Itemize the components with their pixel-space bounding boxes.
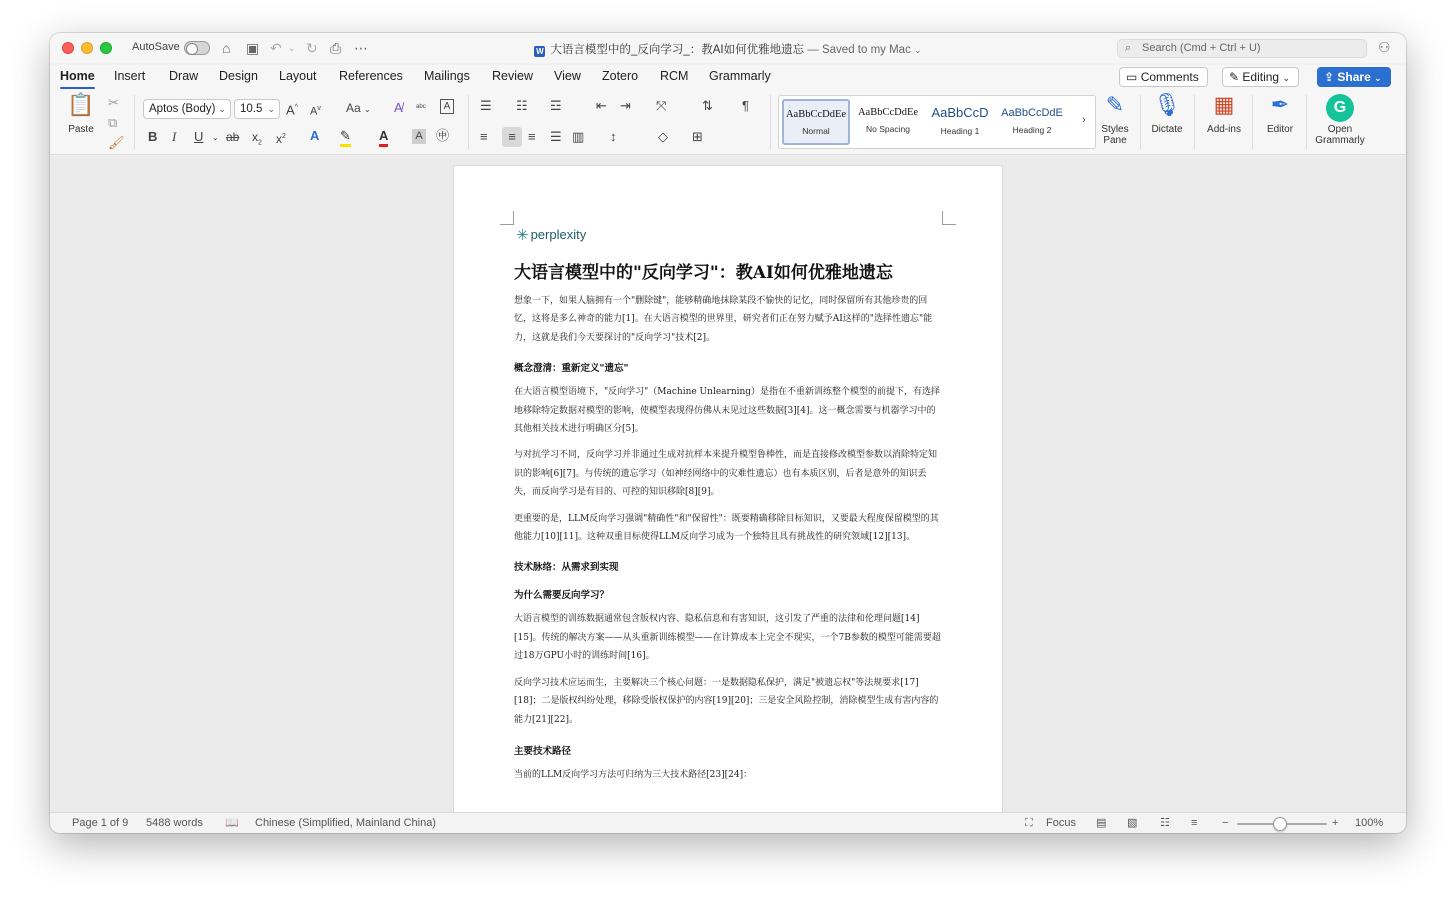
document-heading: 大语言模型中的"反向学习"：教AI如何优雅地遗忘 xyxy=(514,263,893,283)
tab-review[interactable]: Review xyxy=(492,69,533,83)
paragraph: 更重要的是，LLM反向学习强调"精确性"和"保留性"：既要精确移除目标知识，又要最大程度保留模型的其他能力[10][11]。这种双重目标使得LLM反向学习成为一个独特且具有挑战性的研究领域[12][13]。 xyxy=(514,513,939,543)
divider xyxy=(468,95,469,149)
save-icon[interactable]: ▣ xyxy=(246,40,260,56)
document-filename: 大语言模型中的_反向学习_：教AI如何优雅地遗忘 xyxy=(550,44,805,56)
web-layout-icon[interactable]: ▧ xyxy=(1127,817,1138,829)
tab-references[interactable]: References xyxy=(339,69,403,83)
section-heading: 概念澄清：重新定义"遗忘" xyxy=(514,363,629,375)
clipboard-icon: 📋 xyxy=(67,92,95,117)
document-page[interactable] xyxy=(454,166,1002,812)
zoom-slider-thumb[interactable] xyxy=(1273,817,1287,831)
copy-icon[interactable]: ⧉ xyxy=(108,115,118,130)
share-button[interactable] xyxy=(1317,67,1391,87)
chevron-down-icon: ⌄ xyxy=(218,104,226,114)
style-sample: AaBbCcDdEe xyxy=(857,107,919,118)
style-name: Heading 1 xyxy=(940,126,980,136)
divider xyxy=(1252,95,1253,149)
zoom-out-button[interactable]: − xyxy=(1222,817,1229,829)
title-bar xyxy=(50,33,1406,63)
page-count[interactable]: Page 1 of 9 xyxy=(72,817,129,829)
decrease-indent-icon[interactable]: ⇤ xyxy=(596,98,607,113)
outline-view-icon[interactable]: ☷ xyxy=(1160,817,1170,829)
print-icon[interactable]: ⎙ xyxy=(330,40,342,56)
paste-button[interactable] xyxy=(64,91,98,135)
editing-label: Editing xyxy=(1242,70,1280,84)
share-icon: ⇪ xyxy=(1324,70,1335,84)
font-size-select[interactable] xyxy=(234,99,280,119)
redo-icon[interactable]: ↻ xyxy=(306,40,318,56)
character-border-icon[interactable]: A xyxy=(440,99,454,114)
style-heading-1[interactable] xyxy=(926,99,994,145)
align-right-icon[interactable]: ≡ xyxy=(528,129,536,144)
paragraph: 反向学习技术应运而生，主要解决三个核心问题：一是数据隐私保护，满足"被遗忘权"等法规要求[17][18]；二是版权纠纷处理，移除受版权保护的内容[19][20]；三是安全风险控制，消除模型生成有害内容的能力[21][22]。 xyxy=(514,677,939,725)
line-spacing-icon[interactable]: ↕ xyxy=(610,129,617,144)
style-normal[interactable] xyxy=(782,99,850,145)
zoom-level[interactable]: 100% xyxy=(1355,817,1384,829)
grammarly-icon: G xyxy=(1312,91,1368,119)
word-count[interactable]: 5488 words xyxy=(146,817,203,829)
style-no-spacing[interactable] xyxy=(854,99,922,145)
shrink-font-icon[interactable]: $A^v$ xyxy=(310,105,321,118)
home-icon[interactable]: ⌂ xyxy=(222,40,231,56)
bullets-icon[interactable]: ☰ xyxy=(480,98,492,113)
focus-label[interactable]: Focus xyxy=(1046,817,1076,829)
add-ins-icon: ▦ xyxy=(1213,92,1235,117)
proofing-icon[interactable]: 📖 xyxy=(225,817,239,829)
borders-icon[interactable]: ⊞ xyxy=(692,129,703,144)
section-heading: 技术脉络：从需求到实现 xyxy=(514,562,619,574)
search-input[interactable] xyxy=(1117,39,1367,58)
styles-pane-button[interactable] xyxy=(1098,91,1132,146)
style-sample: AaBbCcDdE xyxy=(1001,107,1063,119)
font-name-value: Aptos (Body) xyxy=(149,103,216,115)
paste-label: Paste xyxy=(68,124,94,135)
dictate-label: Dictate xyxy=(1151,124,1183,135)
crop-mark xyxy=(942,211,956,225)
microphone-icon: 🎙 xyxy=(1153,92,1181,117)
tab-grammarly[interactable]: Grammarly xyxy=(709,69,771,83)
align-center-icon[interactable]: ≡ xyxy=(502,127,522,147)
home-ribbon xyxy=(50,89,1406,155)
divider xyxy=(770,95,771,149)
paragraph: 与对抗学习不同，反向学习并非通过生成对抗样本来提升模型鲁棒性，而是直接修改模型参数以消除特定知识的影响[6][7]。与传统的遗忘学习（如神经网络中的灾难性遗忘）也有本质区别，后者是意外的知识丢失，而反向学习是有目的、可控的知识移除[8][9]。 xyxy=(514,450,938,498)
word-doc-icon: W xyxy=(536,47,544,56)
style-name: Normal xyxy=(802,126,830,136)
divider xyxy=(134,95,135,149)
more-icon[interactable]: ⋯ xyxy=(354,40,368,56)
distributed-icon[interactable]: ▥ xyxy=(572,129,585,144)
enclose-characters-icon[interactable]: ㊥ xyxy=(436,128,450,143)
editor-label: Editor xyxy=(1266,124,1294,135)
add-ins-button[interactable] xyxy=(1202,91,1246,135)
chevron-down-icon: ⌄ xyxy=(1374,73,1382,83)
grow-font-icon[interactable]: A^ xyxy=(286,102,298,118)
tab-view[interactable]: View xyxy=(554,69,581,83)
underline-button[interactable]: U xyxy=(194,129,204,144)
style-sample: AaBbCcDdEe xyxy=(785,109,847,120)
strikethrough-button[interactable]: ab xyxy=(226,130,240,144)
autosave-label: AutoSave xyxy=(132,41,180,53)
clear-formatting-icon[interactable]: A̸ xyxy=(394,100,403,115)
save-status: — Saved to my Mac xyxy=(807,44,911,56)
subsection-heading: 为什么需要反向学习？ xyxy=(514,590,610,602)
focus-icon[interactable]: ⛶ xyxy=(1025,817,1033,829)
shading-icon[interactable]: ◇ xyxy=(658,129,668,144)
change-case-label: Aa xyxy=(346,101,361,115)
text-effects-icon[interactable]: A xyxy=(310,128,320,143)
chevron-down-icon[interactable]: ⌄ xyxy=(212,133,219,142)
editor-button[interactable] xyxy=(1260,91,1300,135)
document-body[interactable] xyxy=(514,258,942,792)
perplexity-logo xyxy=(516,226,586,244)
status-bar xyxy=(50,812,1406,833)
tab-zotero[interactable]: Zotero xyxy=(602,69,639,83)
italic-button[interactable]: I xyxy=(172,129,177,144)
pencil-icon: ✎ xyxy=(1229,70,1240,84)
align-left-icon[interactable]: ≡ xyxy=(480,129,488,144)
show-formatting-icon[interactable]: ¶ xyxy=(742,98,749,113)
styles-gallery xyxy=(778,95,1096,149)
share-label: Share xyxy=(1337,70,1371,84)
phonetic-guide-icon[interactable]: ᵃᵇᶜ xyxy=(416,102,426,112)
subsection-heading: 主要技术路径 xyxy=(514,745,572,757)
superscript-button[interactable]: $x^2$ xyxy=(276,132,286,146)
zoom-in-button[interactable]: + xyxy=(1332,817,1339,829)
document-canvas[interactable] xyxy=(50,156,1406,812)
editor-icon: ✒ xyxy=(1270,92,1290,117)
style-sample: AaBbCcD xyxy=(931,105,989,120)
editing-mode-button[interactable] xyxy=(1222,67,1299,87)
chevron-down-icon: ⌄ xyxy=(1282,73,1290,83)
perplexity-icon: ✳ xyxy=(516,227,529,244)
increase-indent-icon[interactable]: ⇥ xyxy=(620,98,631,113)
font-size-value: 10.5 xyxy=(240,103,263,115)
divider xyxy=(1140,95,1141,149)
styles-pane-label: Styles Pane xyxy=(1101,124,1129,146)
tab-home[interactable]: Home xyxy=(60,69,95,83)
grammarly-label: Open Grammarly xyxy=(1315,124,1365,146)
style-heading-2[interactable] xyxy=(998,99,1066,145)
crop-mark xyxy=(500,211,514,225)
sort-icon[interactable]: ⇅ xyxy=(702,98,713,113)
comments-button[interactable] xyxy=(1119,67,1208,87)
multilevel-list-icon[interactable]: ☲ xyxy=(550,98,562,113)
style-name: Heading 2 xyxy=(1012,125,1052,135)
tab-rcm[interactable]: RCM xyxy=(660,69,689,83)
styles-pane-icon: ✎ xyxy=(1105,92,1125,117)
undo-icon[interactable]: ↶ xyxy=(270,40,282,56)
font-color-icon[interactable]: A xyxy=(379,128,388,147)
divider xyxy=(1194,95,1195,149)
logo-text: perplexity xyxy=(530,227,587,242)
print-layout-icon[interactable]: ▤ xyxy=(1096,817,1107,829)
dictate-button[interactable] xyxy=(1147,91,1187,135)
tab-design[interactable]: Design xyxy=(219,69,258,83)
numbering-icon[interactable]: ☷ xyxy=(516,98,528,113)
character-shading-icon[interactable]: A xyxy=(412,129,426,144)
paragraph: 在大语言模型语境下，"反向学习"（Machine Unlearning）是指在不重新训练整个模型的前提下，有选择地移除特定数据对模型的影响，使模型表现得仿佛从未见过这些数据[3][4]。这一概念需要与机器学习中的其他相关技术进行明确区分[5]。 xyxy=(514,387,941,435)
add-ins-label: Add-ins xyxy=(1207,124,1241,135)
highlight-color-icon[interactable]: ✎ xyxy=(340,128,351,147)
paragraph: 想象一下，如果人脑拥有一个"删除键"，能够精确地抹除某段不愉快的记忆，同时保留所有其他珍贵的回忆，这将是多么神奇的能力[1]。在大语言模型的世界里，研究者们正在努力赋予AI这样的"选择性遗忘"能力，这就是我们今天要探讨的"反向学习"技术[2]。 xyxy=(514,296,933,343)
asian-layout-icon[interactable]: ⤧ xyxy=(656,98,667,113)
search-icon: ⌕ xyxy=(1125,42,1132,54)
word-window xyxy=(50,33,1406,833)
account-icon[interactable]: ⚇ xyxy=(1378,39,1391,55)
tab-mailings[interactable]: Mailings xyxy=(424,69,470,83)
font-name-select[interactable] xyxy=(143,99,231,119)
undo-dropdown-icon[interactable]: ⌄ xyxy=(288,43,296,53)
divider xyxy=(1306,95,1307,149)
style-name: No Spacing xyxy=(866,124,910,134)
change-case-button[interactable]: Aa ⌄ xyxy=(346,101,371,115)
comments-label: Comments xyxy=(1140,70,1199,84)
tab-layout[interactable]: Layout xyxy=(279,69,317,83)
search-placeholder: Search (Cmd + Ctrl + U) xyxy=(1142,42,1261,54)
tab-draw[interactable]: Draw xyxy=(169,69,199,83)
paragraph: 当前的LLM反向学习方法可归纳为三大技术路径[23][24]： xyxy=(514,769,753,780)
chevron-down-icon[interactable]: ⌄ xyxy=(914,45,922,55)
comment-icon: ▭ xyxy=(1126,70,1138,84)
paragraph: 大语言模型的训练数据通常包含版权内容、隐私信息和有害知识，这引发了严重的法律和伦理问题[14][15]。传统的解决方案——从头重新训练模型——在计算成本上完全不现实，一个7B参数的模型可能需要超过18万GPU小时的训练时间[16]。 xyxy=(514,614,941,662)
draft-view-icon[interactable]: ≡ xyxy=(1191,817,1198,829)
format-painter-icon[interactable]: 🖌 xyxy=(108,135,125,150)
tab-insert[interactable]: Insert xyxy=(114,69,146,83)
chevron-right-icon[interactable]: › xyxy=(1082,114,1086,126)
language-status[interactable]: Chinese (Simplified, Mainland China) xyxy=(255,817,436,829)
chevron-down-icon: ⌄ xyxy=(267,104,275,114)
bold-button[interactable]: B xyxy=(148,129,158,144)
cut-icon[interactable]: ✂ xyxy=(108,95,119,110)
justify-icon[interactable]: ☰ xyxy=(550,129,562,144)
subscript-button[interactable]: $x_2$ xyxy=(252,130,262,147)
open-grammarly-button[interactable] xyxy=(1312,91,1368,146)
ribbon-tabs xyxy=(50,65,1406,89)
